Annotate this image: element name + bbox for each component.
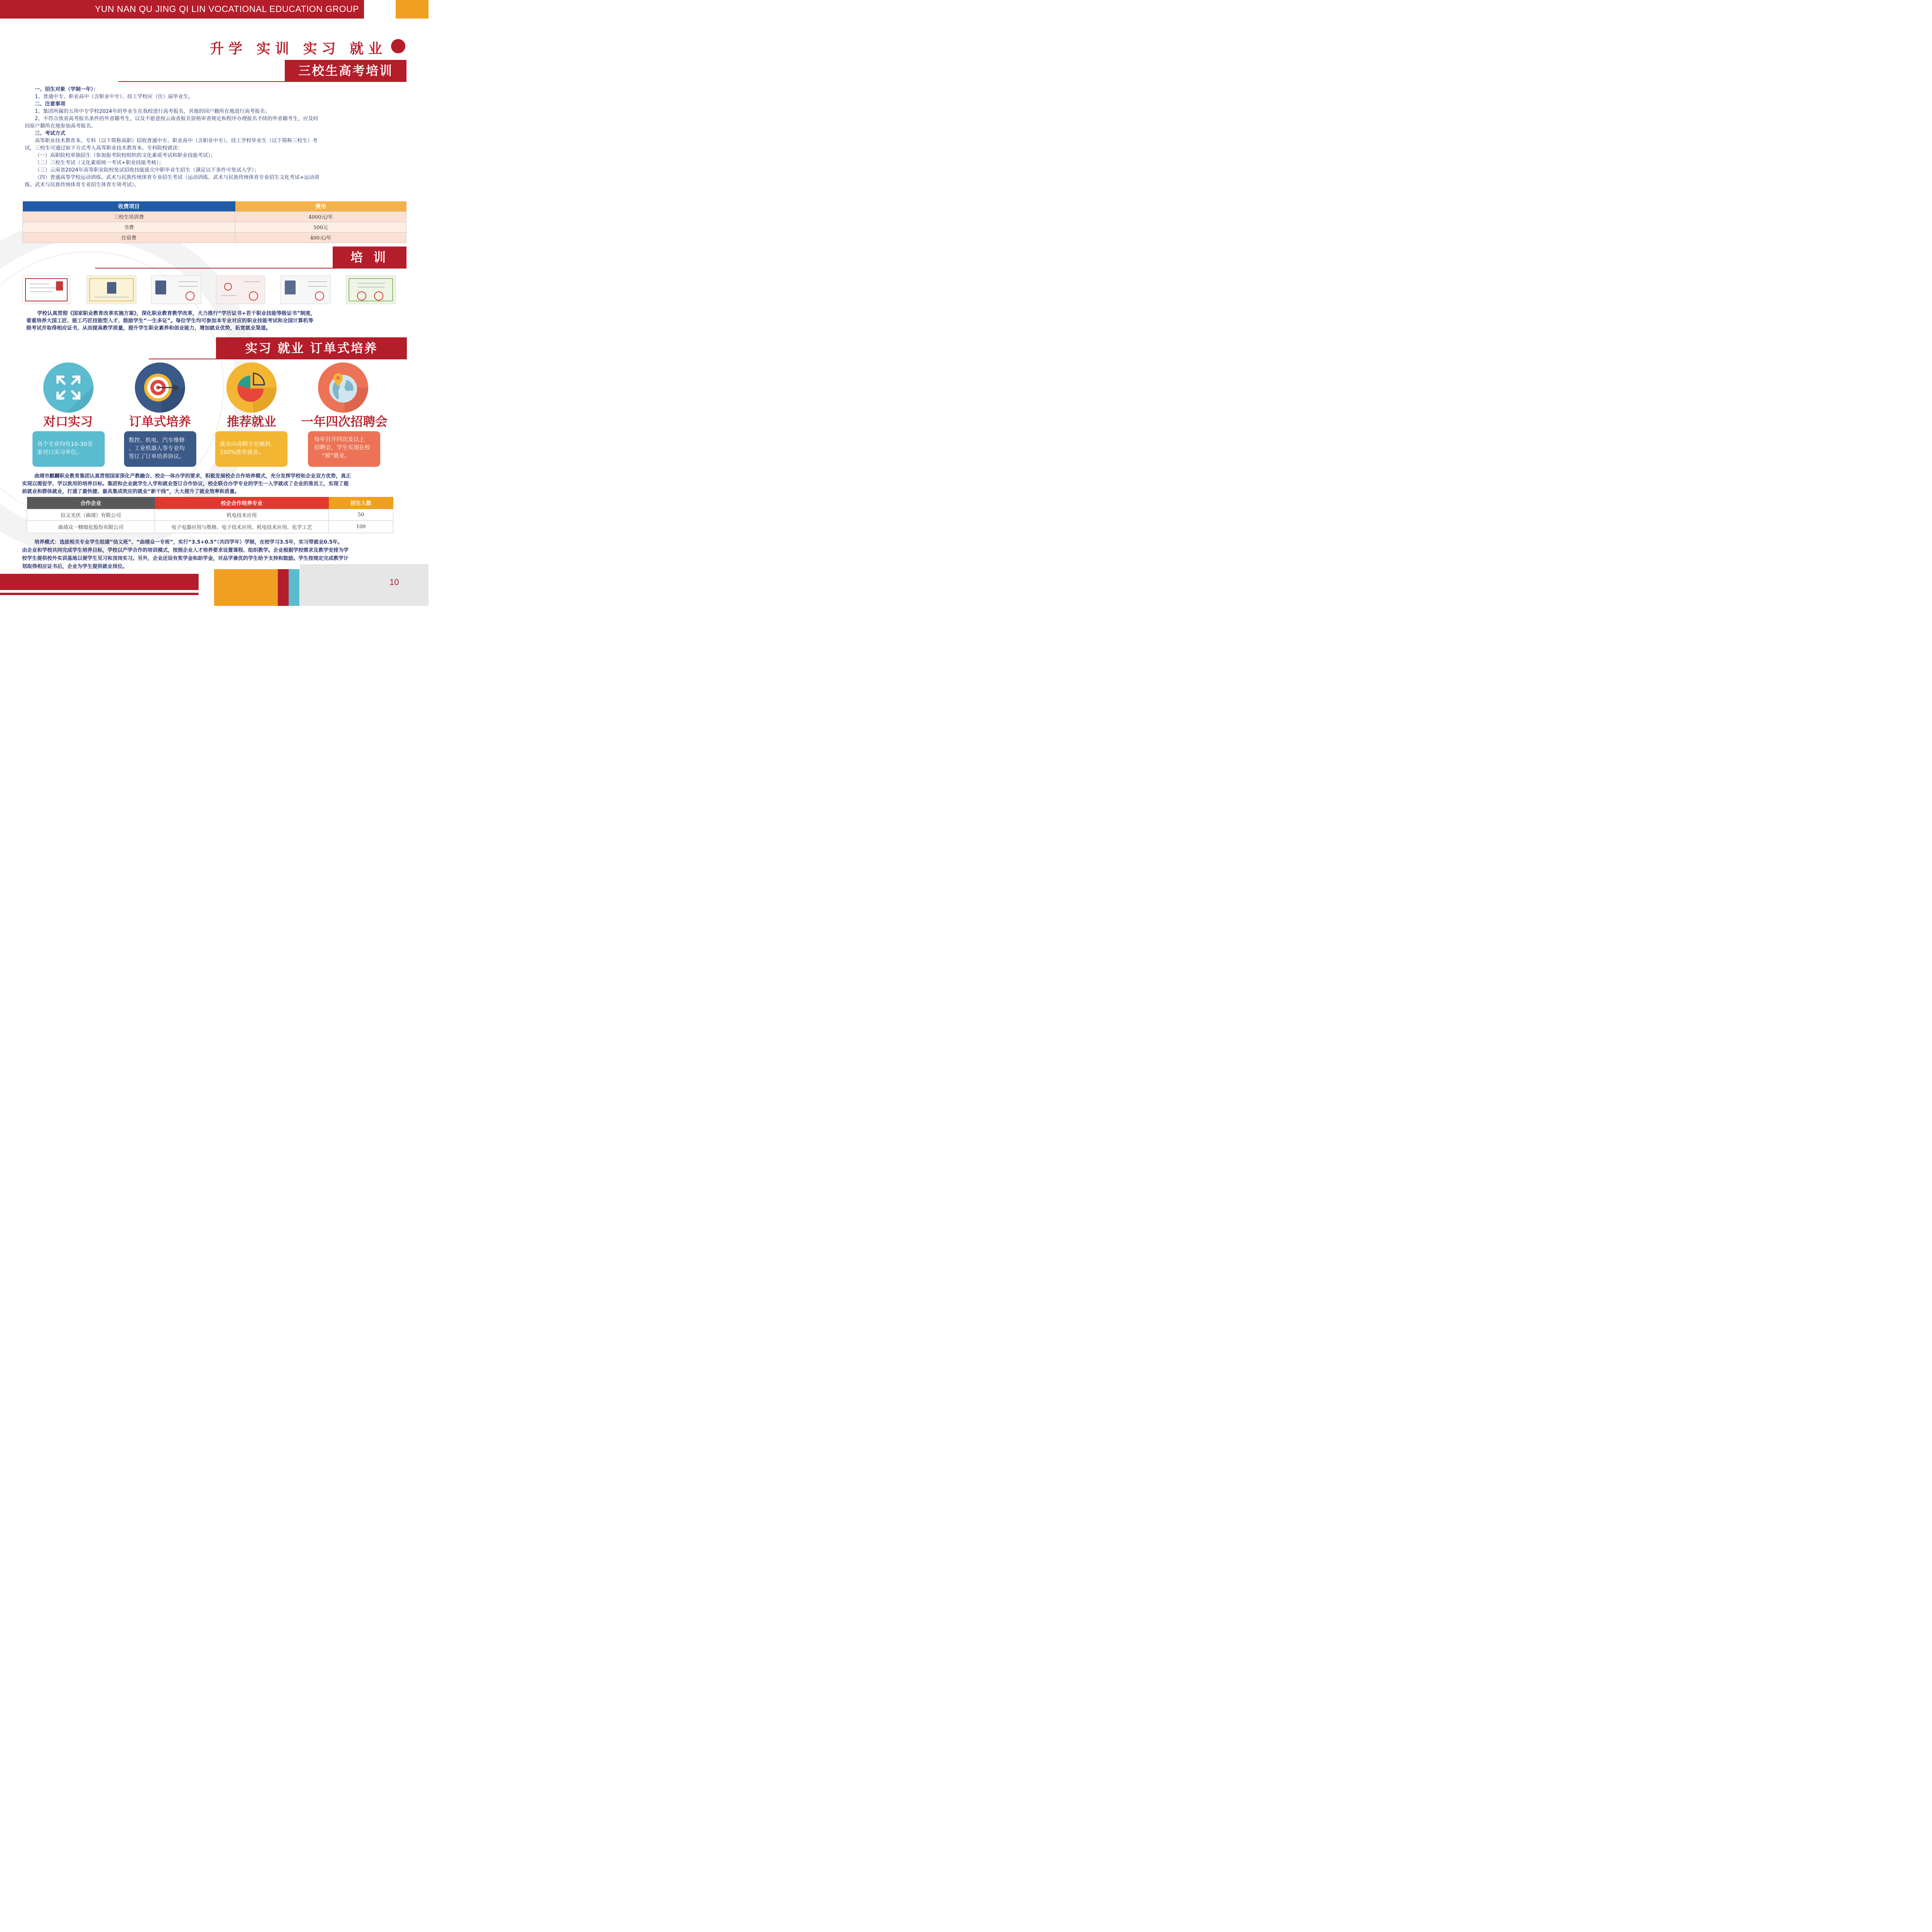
slogan: 升学 实训 实习 就业 [210, 41, 387, 57]
section-underline [95, 268, 406, 269]
fee-item: 书费 [23, 222, 235, 232]
expand-arrows-icon [43, 362, 94, 413]
certificate-image [216, 276, 265, 304]
section-title-training: 培 训 [333, 247, 406, 269]
training-line-3: 级考试并取得相应证书，从而提高教学质量，提升学生职业素养和创业能力，增加就业优势，拓宽就业渠道。 [26, 325, 271, 331]
target-icon [135, 362, 185, 413]
coop-enrollment: 50 [329, 509, 393, 520]
fee-cost: 500元 [235, 222, 406, 232]
coop-company: 曲靖众一精细化股份有限公司 [27, 520, 155, 533]
feature-title-job-fairs: 一年四次招聘会 [301, 414, 388, 429]
certificate-image [151, 276, 201, 304]
cooperation-paragraph [22, 473, 408, 496]
section-title-internship: 实习 就业 订单式培养 [216, 337, 407, 359]
feature-line: 、工业机器人等专业均 [129, 446, 185, 452]
mode-line-1: 培养模式：选拔相关专业学生组建“信义班”、“曲靖众一专班”，实行“3.5+0.5”（共四学年）学制，在校学习3.5年，实习带就业0.5年。 [34, 539, 343, 545]
feature-line: 各个专业均有10-30余 [37, 441, 93, 447]
footer-red-bar [0, 574, 199, 590]
fee-header-item: 收费项目 [23, 201, 235, 211]
globe-pin-icon [318, 362, 368, 413]
line-note-1: 1、集团所属的五所中专学校2024年的毕业生在我校进行高考报名，其他的回户籍所在地进行高考报名； [35, 109, 270, 114]
feature-box-internship [32, 431, 105, 467]
gaokao-notes [25, 86, 407, 189]
feature-line: 数控、机电、汽车维修 [129, 437, 185, 444]
coop-line-3: 前就业和群体就业，打通了最快捷、最具集成效应的就业“新干线”，大大提升了就业效率和质量。 [22, 489, 240, 495]
feature-box-recommend-job [215, 431, 287, 467]
certificate-image [87, 276, 136, 304]
training-line-1: 学校认真贯彻《国家职业教育改革实施方案》，深化职业教育教学改革，大力推行“学历证书+若干职业技能等级证书”制度， [37, 311, 316, 316]
feature-title-recommend-job: 推荐就业 [226, 414, 276, 429]
header-accent-block [396, 0, 429, 19]
line-note-2b: 回原户籍所在地参加高考报名。 [25, 123, 96, 129]
line-enroll-heading: 一、招生对象（学制一年）： [35, 87, 99, 92]
group-name: YUN NAN QU JING QI LIN VOCATIONAL EDUCATION GROUP [95, 4, 359, 14]
coop-header-company: 合作企业 [27, 497, 155, 509]
feature-line: 100%推荐就业。 [220, 449, 264, 456]
feature-box-job-fairs [308, 431, 380, 467]
table-row [23, 232, 406, 243]
feature-box-order-training [124, 431, 196, 467]
feature-line: 招聘会，学生实现在校 [314, 445, 370, 451]
coop-company: 信义光伏（曲靖）有限公司 [27, 509, 155, 520]
page-number: 10 [389, 577, 399, 587]
coop-header-major: 校企合作培养专业 [155, 497, 329, 509]
footer-red-stripe [0, 593, 199, 595]
table-row [27, 509, 393, 520]
table-row [27, 520, 393, 533]
footer-gray-block [300, 564, 429, 606]
feature-line: “被”就业。 [322, 453, 350, 459]
section-underline [118, 81, 406, 82]
training-paragraph [26, 310, 406, 332]
fee-item: 住宿费 [23, 232, 235, 243]
footer-teal-block [289, 569, 299, 606]
pie-chart-icon [226, 362, 277, 413]
feature-line: 就业向高精专业倾斜， [220, 441, 276, 447]
certificate-image [346, 276, 396, 304]
feature-title-order-training: 订单式培养 [129, 414, 191, 429]
coop-header-enrollment: 招生人数 [329, 497, 393, 509]
section-title-gaokao: 三校生高考培训 [285, 60, 406, 82]
line-exam-2: （二）三校生考试（文化素质统一考试+职业技能考核）； [35, 160, 164, 166]
feature-line: 签订了订单培养协议。 [129, 454, 185, 460]
slogan-dot [391, 39, 405, 53]
feature-title-internship: 对口实习 [43, 414, 93, 429]
fee-table [22, 201, 406, 243]
fee-cost: 400元/年 [235, 232, 406, 243]
certificate-image [281, 276, 331, 304]
line-notes-heading: 二、注意事项 [35, 101, 66, 107]
coop-enrollment: 100 [329, 520, 393, 533]
training-line-2: 着重培养大国工匠、能工巧匠技能型人才，鼓励学生“一生多证”。每位学生均可参加本专业对应的职业技能考试和全国计算机等 [26, 318, 313, 324]
fee-cost: 4000元/年 [235, 211, 406, 222]
line-enroll: 1、普通中专、职业高中（含职业中专）、技工学校应（往）届毕业生。 [35, 94, 194, 100]
line-exam-heading: 三、考试方式 [35, 131, 66, 136]
feature-line: 每年召开四次及以上 [314, 437, 365, 443]
line-exam-intro-b: 试，三校生可通过如下方式考入高等职业技术教育本、专科院校就读： [25, 145, 183, 151]
line-exam-4b: 练、武术与民族传统体育专业招生体育专项考试）。 [25, 182, 139, 188]
coop-line-1: 曲靖市麒麟职业教育集团认真贯彻国家深化产教融合、校企一体办学的要求，积极发展校企合作培养模式，充分发挥学校和企业双方优势，真正 [34, 473, 351, 479]
line-exam-intro: 高等职业技术教育本、专科（以下简称高职）招收普通中专、职业高中（含职业中专）、技工学校毕业生（以下简称三校生）考 [35, 138, 318, 144]
coop-major: 机电技术应用 [155, 509, 329, 520]
footer-red-block [278, 569, 289, 606]
line-exam-3: （三）云南省2024年高等职业院校免试招收技能拔尖中职毕业生招生（满足以下条件可免试入学）； [35, 167, 259, 173]
coop-line-2: 实现以需促学、学以致用的培养目标。集团和企业就学生入学和就业签订合作协议，校企联合办学专业的学生一入学就成了企业的准员工，实现了超 [22, 481, 349, 487]
coop-major: 电子电器应用与维修、电子技术应用、机电技术应用、化学工艺 [155, 520, 329, 533]
mode-line-4: 划取得相应证书后，企业为学生提供就业岗位。 [22, 564, 128, 570]
cooperation-table [27, 497, 393, 533]
fee-header-cost: 费用 [235, 201, 406, 211]
table-row [23, 222, 406, 232]
mode-line-2: 由企业和学校共同完成学生培养目标，学校以产学合作的培训模式，按照企业人才培养要求设置课程、组织教学。企业根据学校需求及教学安排为学 [22, 548, 349, 553]
table-row [23, 211, 406, 222]
line-exam-4: （四）普通高等学校运动训练、武术与民族传统体育专业招生考试（运动训练、武术与民族传统体育专业招生文化考试+运动训 [35, 175, 320, 180]
footer-orange-block [214, 569, 278, 606]
line-note-2: 2、不符合我省高考报名条件的外省籍考生，以及不愿意按云南省报名资格审查规定和程序办理报名手续的外省籍考生，应及时 [35, 116, 318, 122]
feature-line: 家对口实习单位。 [37, 449, 82, 456]
line-exam-1: （一）高职院校单独招生（参加报考院校组织的文化素质考试和职业技能考试）； [35, 153, 216, 158]
certificate-image [22, 276, 70, 304]
fee-item: 三校生培训费 [23, 211, 235, 222]
mode-line-3: 校学生提供校外实训基地以便学生见习和顶岗实习。另外，企业还设有奖学金和助学金，对品学兼优的学生给予支持和鼓励。学生按规定完成教学计 [22, 556, 349, 561]
